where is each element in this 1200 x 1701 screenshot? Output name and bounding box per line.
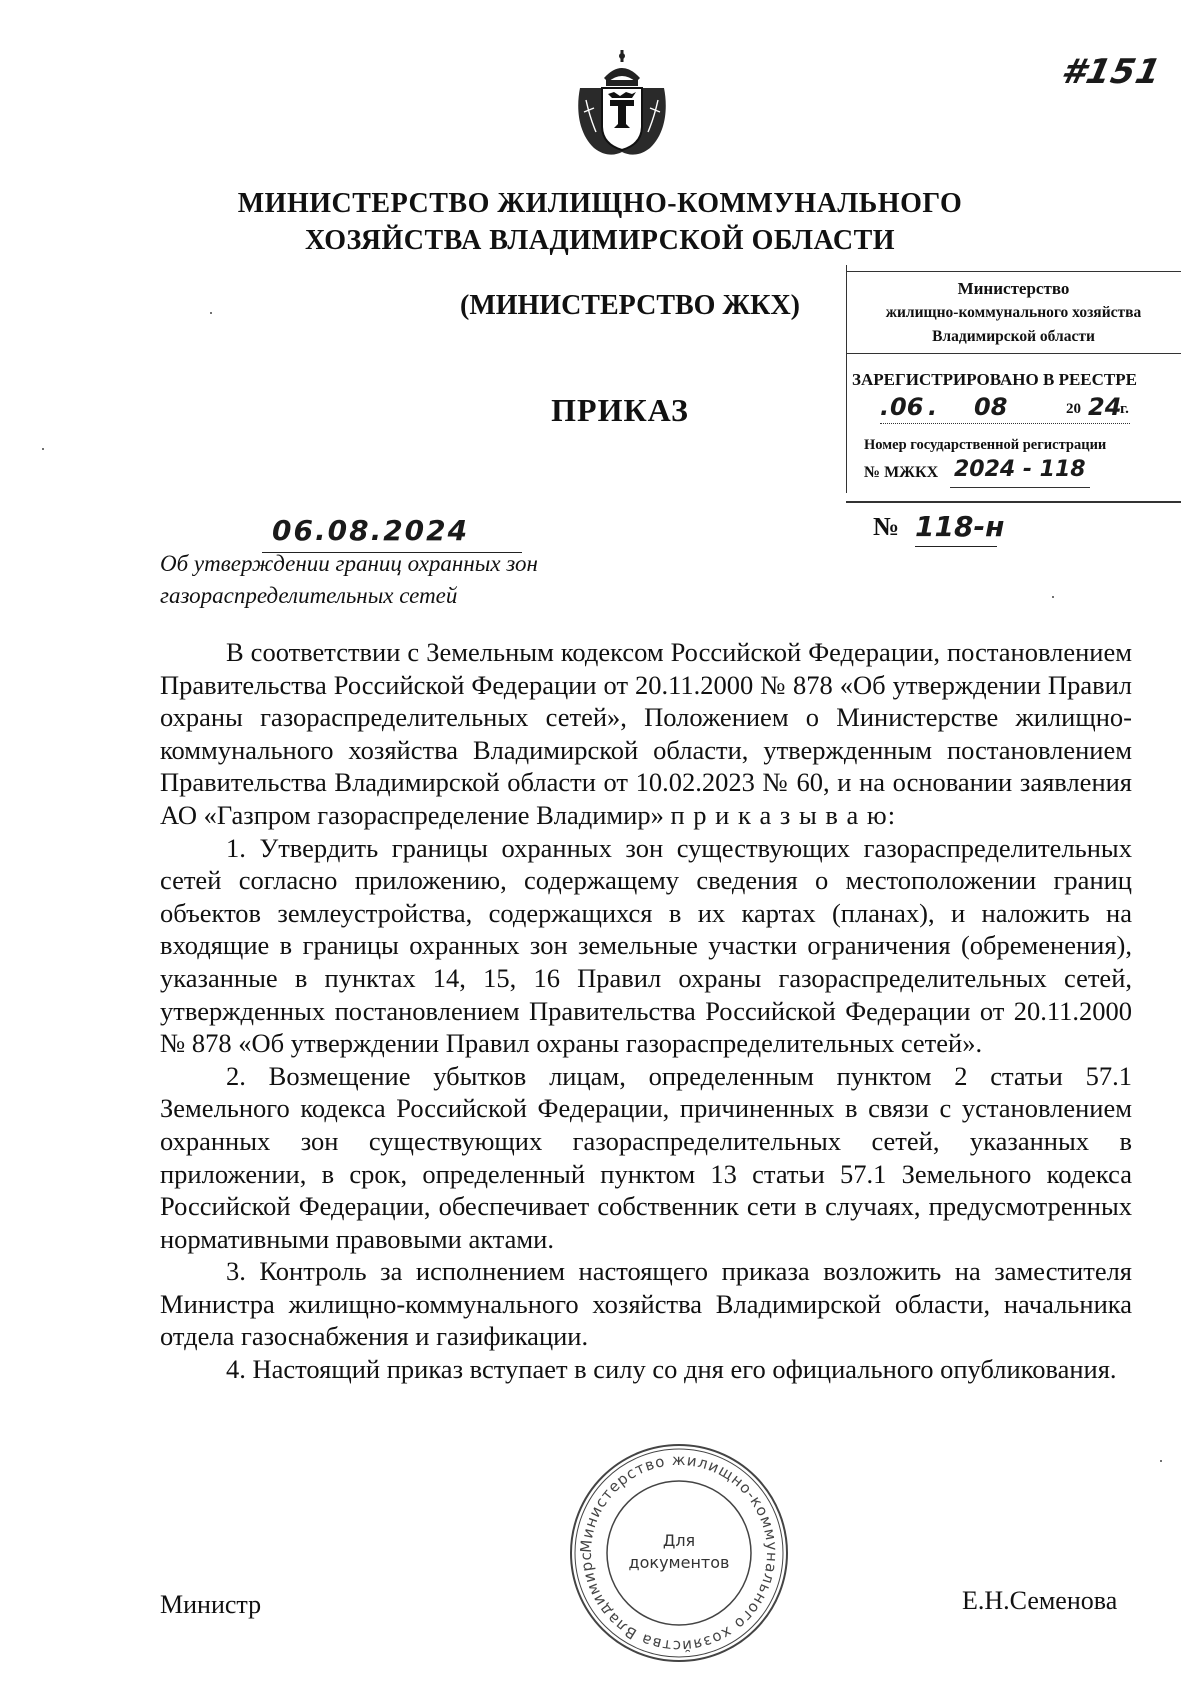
seal-center-line2: документов — [628, 1553, 730, 1572]
reg-org-line2: жилищно-коммунального хозяйства — [885, 304, 1142, 321]
signatory-role: Министр — [160, 1590, 262, 1619]
reg-number-label: Номер государственной регистрации — [864, 437, 1107, 453]
scan-speck — [1052, 596, 1054, 598]
ministry-title-line2: ХОЗЯЙСТВА ВЛАДИМИРСКОЙ ОБЛАСТИ — [304, 225, 896, 256]
order-item-1: 1. Утвердить границы охранных зон существующих газораспределительных сетей согласно приложению, содержащему сведения о местоположении границ объектов землеустройства, содержащихся в их картах (планах), и наложить на входящие в границы охранных зон земельные участки ограничения (обременения), указанные в пунктах 14, 15, 16 Правил охраны газораспределительных сетей, утвержденных постановлением Правительства Российской Федерации от 20.11.2000 № 878 «Об утверждении Правил охраны газораспределительных сетей». — [160, 832, 1132, 1059]
order-subject-line2: газораспределительных сетей — [160, 583, 458, 608]
document-type-title: ПРИКАЗ — [551, 392, 689, 428]
order-item-4: 4. Настоящий приказ вступает в силу со дня его официального опубликования. — [226, 1354, 1117, 1385]
reg-org-line3: Владимирской области — [932, 328, 1095, 345]
signatory-name: Е.Н.Семенова — [962, 1586, 1118, 1615]
reg-month: 08 — [974, 393, 1008, 421]
reg-org-line1: Министерство — [957, 279, 1070, 298]
scan-speck — [210, 312, 212, 314]
order-number-handwritten: 118-н — [915, 510, 1005, 543]
order-number-underline — [915, 546, 997, 547]
coat-of-arms-emblem — [574, 48, 670, 160]
reg-day: 06 — [890, 393, 924, 421]
corner-handwritten-number: #151 — [1057, 52, 1165, 92]
order-item-3: 3. Контроль за исполнением настоящего приказа возложить на заместителя Министра жилищно-коммунального хозяйства Владимирской области, начальника отдела газоснабжения и газификации. — [160, 1256, 1132, 1352]
reg-year-prefix: 20 — [1066, 401, 1081, 417]
ministry-title-line1: МИНИСТЕРСТВО ЖИЛИЩНО-КОММУНАЛЬНОГО — [237, 188, 963, 219]
registration-stamp — [846, 265, 1181, 502]
order-number-label: № — [873, 512, 900, 541]
order-body — [160, 636, 1132, 1386]
reg-registered-label: ЗАРЕГИСТРИРОВАНО В РЕЕСТРЕ — [852, 370, 1137, 389]
reg-date-row: . 06 . 08 20 24 г. — [880, 393, 1180, 429]
scan-speck — [1160, 1460, 1162, 1462]
reg-number-handwritten: 2024 - 118 — [954, 457, 1086, 482]
scan-speck — [42, 448, 44, 450]
prikazyvayu-text: п р и к а з ы в а ю: — [670, 799, 897, 830]
order-preamble — [160, 636, 1132, 832]
order-subject-line1: Об утверждении границ охранных зон — [160, 551, 538, 576]
seal-ring-text: Министерство жилищно-коммунального хозяйства Владимирс — [576, 1450, 782, 1656]
preamble-text: В соответствии с Земельным кодексом Российской Федерации, постановлением Правительства Российской Федерации от 20.11.2000 № 878 «Об утверждении Правил охраны газораспределительных сетей», Положением о Министерстве жилищно-коммунального хозяйства Владимирской области, утвержденным постановлением Правительства Владимирской области от 10.02.2023 № 60, и на основании заявления АО «Газпром газораспределение Владимир» — [160, 637, 1132, 830]
ministry-short-name: (МИНИСТЕРСТВО ЖКХ) — [460, 290, 800, 321]
reg-year-suffix: 24 — [1088, 393, 1122, 421]
order-date-handwritten: 06.08.2024 — [272, 514, 470, 547]
order-subject — [160, 548, 600, 612]
seal-center-line1: Для — [662, 1531, 696, 1550]
reg-number-prefix: № МЖКХ — [864, 464, 939, 481]
official-round-seal — [566, 1440, 792, 1666]
reg-year-unit: г. — [1120, 401, 1129, 417]
order-item-2: 2. Возмещение убытков лицам, определенным пунктом 2 статьи 57.1 Земельного кодекса Российской Федерации, причиненных в связи с установлением охранных зон существующих газораспределительных сетей, указанных в приложении, в срок, определенный пунктом 13 статьи 57.1 Земельного кодекса Российской Федерации, обеспечивает собственник сети в случаях, предусмотренных нормативными правовыми актами. — [160, 1060, 1132, 1254]
